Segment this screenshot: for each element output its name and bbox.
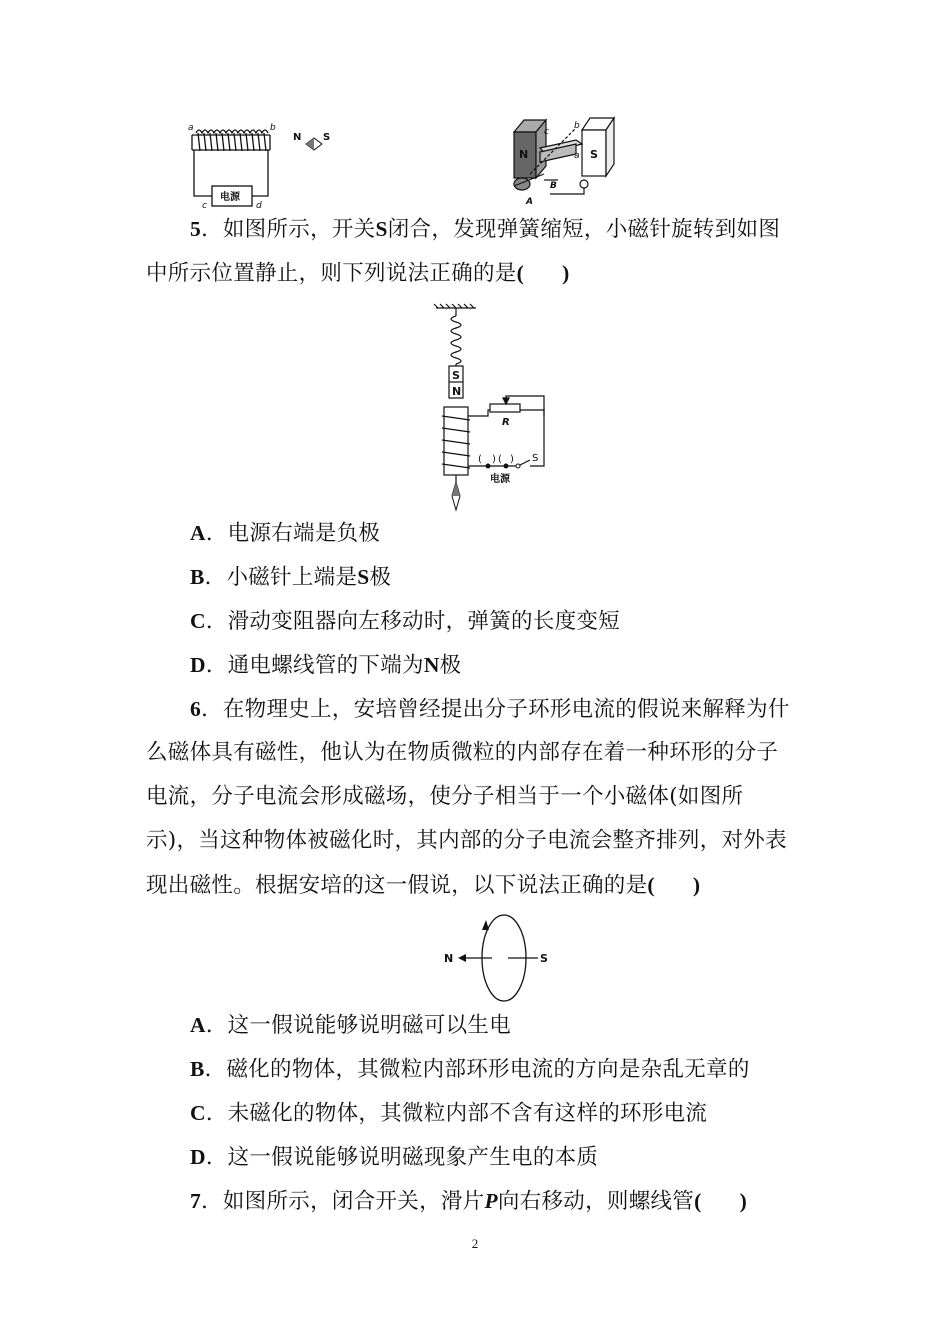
label-a: a: [188, 123, 194, 133]
compass-needle-icon: [306, 138, 322, 150]
q6-stem-line4: 示)，当这种物体被磁化时，其内部的分子电流会整齐排列，对外表: [146, 828, 787, 853]
switch-label: S: [532, 453, 539, 464]
ring-n-label: N: [444, 952, 454, 965]
q6-number: 6: [190, 697, 202, 721]
compass-n-label: N: [293, 132, 302, 143]
q5-option-d: D．通电螺线管的下端为N极: [190, 653, 462, 678]
page-number: 2: [471, 1236, 479, 1251]
terminal-paren-r2: ): [510, 454, 514, 465]
q6-option-c: C．未磁化的物体，其微粒内部不含有这样的环形电流: [190, 1101, 708, 1126]
magnet-s-label: S: [452, 369, 460, 382]
q5-stem-line2: 中所示位置静止，则下列说法正确的是( ): [146, 261, 570, 286]
q7-number: 7: [190, 1189, 202, 1213]
motor-label-big-a: A: [526, 197, 533, 207]
terminal-paren-r1: ): [492, 454, 496, 465]
q6-figure-molecular-current: [442, 912, 562, 1004]
q6-stem-line3: 电流，分子电流会形成磁场，使分子相当于一个小磁体(如图所: [146, 784, 744, 809]
power-source-label: 电源: [220, 192, 240, 203]
magnet-s-label: S: [590, 148, 598, 161]
compass-needle-icon: [452, 482, 460, 510]
motor-label-b: b: [574, 121, 580, 131]
motor-label-c: c: [544, 127, 549, 137]
q6-option-a: A．这一假说能够说明磁可以生电: [190, 1013, 512, 1038]
power-source-label: 电源: [490, 474, 510, 485]
figure-magnet-motor: [500, 114, 620, 206]
q5-option-a: A．电源右端是负极: [190, 521, 381, 546]
terminal-paren-l2: (: [498, 454, 502, 465]
q6-stem-line1: 6．在物理史上，安培曾经提出分子环形电流的假说来解释为什: [190, 697, 790, 722]
q5-option-c: C．滑动变阻器向左移动时，弹簧的长度变短: [190, 609, 621, 634]
label-d: d: [256, 201, 262, 211]
q6-stem-line5: 现出磁性。根据安培的这一假说，以下说法正确的是( ): [146, 873, 701, 898]
q6-option-d: D．这一假说能够说明磁现象产生电的本质: [190, 1145, 599, 1170]
q6-option-b: B．磁化的物体，其微粒内部环形电流的方向是杂乱无章的: [190, 1057, 750, 1082]
q5-stem-line1: 5．如图所示，开关S闭合，发现弹簧缩短，小磁针旋转到如图: [190, 217, 781, 242]
motor-label-a: a: [574, 151, 580, 161]
compass-s-label: S: [323, 132, 331, 143]
q5-option-b: B．小磁针上端是S极: [190, 565, 392, 590]
magnet-n-label: N: [452, 385, 462, 398]
label-c: c: [202, 201, 207, 211]
rheostat-label: R: [502, 417, 510, 428]
q5-number: 5: [190, 217, 202, 241]
magnet-n-label: N: [519, 148, 529, 161]
terminal-paren-l1: (: [478, 454, 482, 465]
ring-s-label: S: [540, 952, 548, 965]
figure-solenoid-circuit: [184, 118, 344, 210]
q6-stem-line2: 么磁体具有磁性，他认为在物质微粒的内部存在着一种环形的分子: [146, 740, 779, 765]
motor-label-big-b: B: [550, 181, 557, 191]
label-b: b: [270, 123, 276, 133]
q5-figure-spring-solenoid: [432, 304, 572, 514]
q7-stem-line1: 7．如图所示，闭合开关，滑片P向右移动，则螺线管( ): [190, 1189, 748, 1214]
